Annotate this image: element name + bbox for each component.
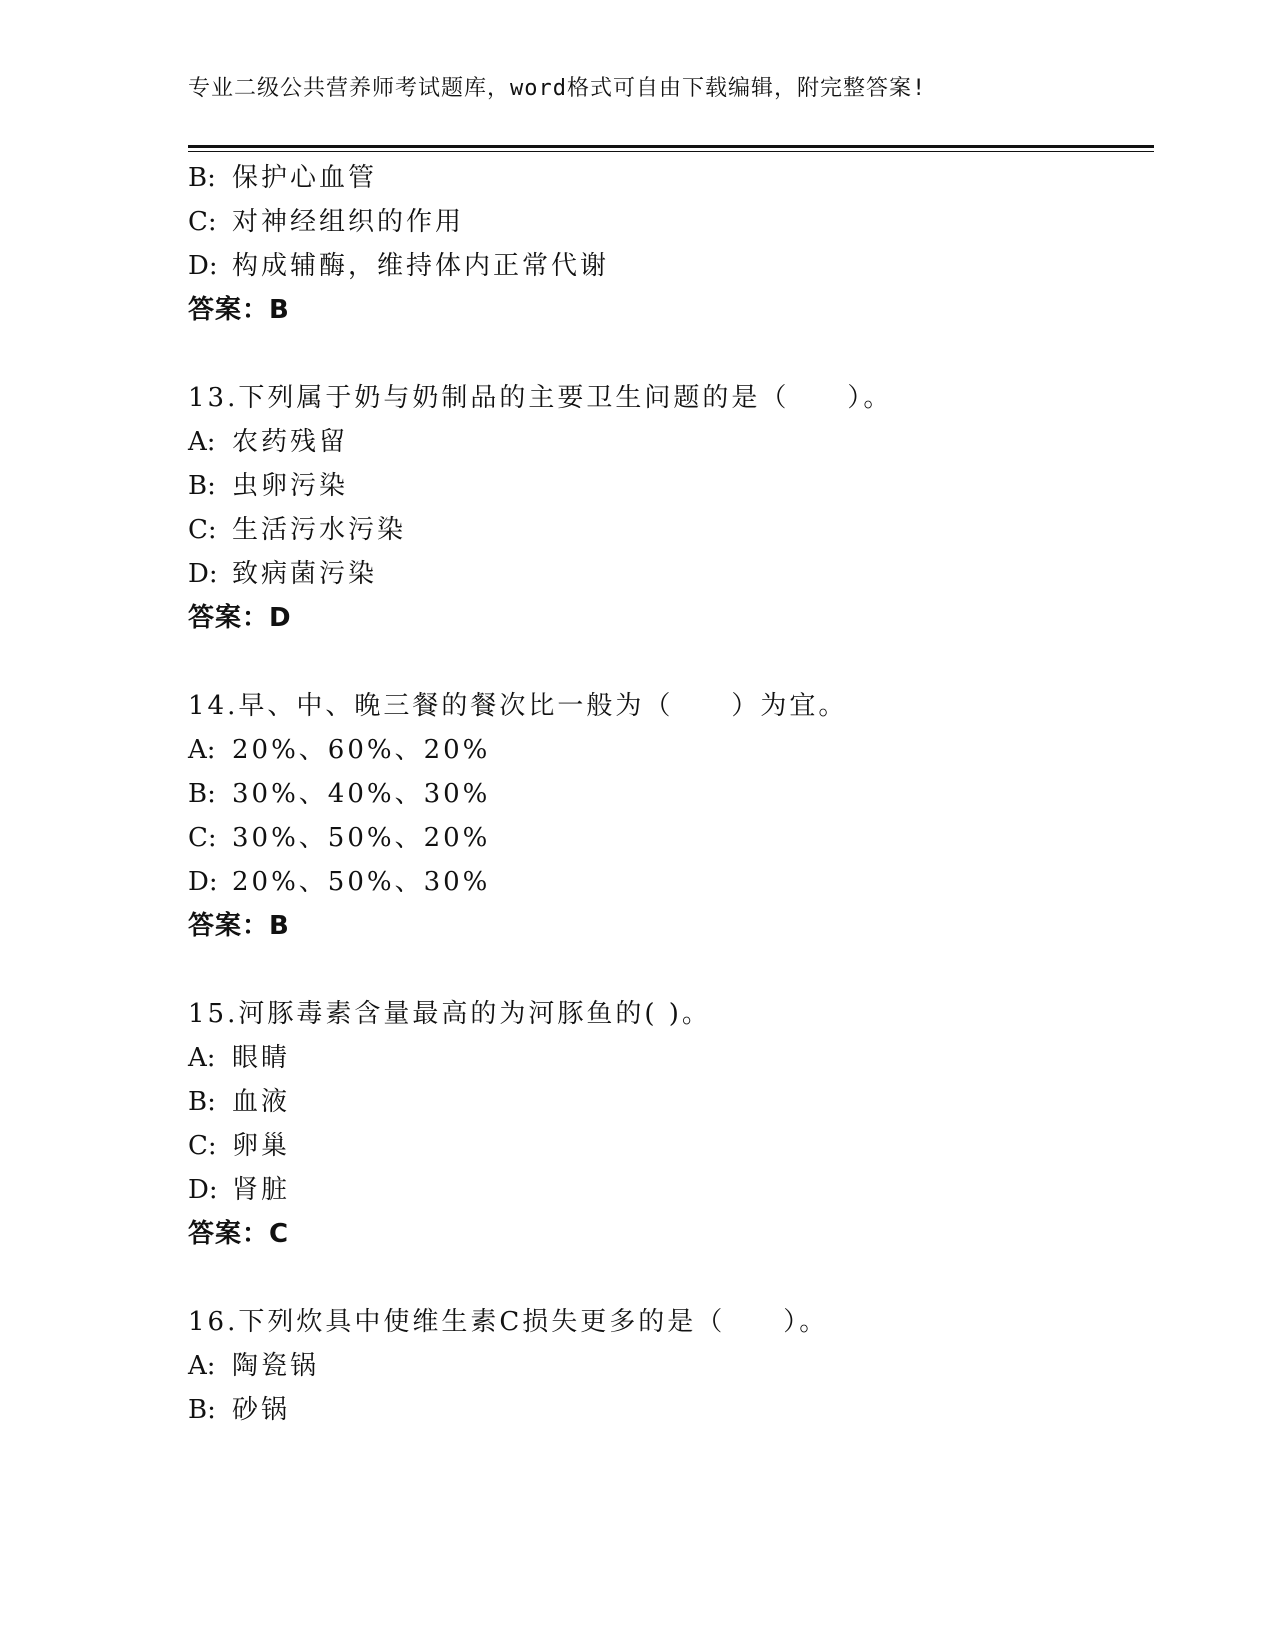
option-letter: B: <box>188 471 216 501</box>
option-line <box>188 1040 290 1076</box>
option-text: 生活污水污染 <box>232 515 407 545</box>
question-stem: 15.河豚毒素含量最高的为河豚鱼的( )。 <box>188 999 711 1029</box>
option-line <box>188 468 348 504</box>
option-line <box>188 556 377 592</box>
page-header-text: 专业二级公共营养师考试题库，word格式可自由下载编辑，附完整答案! <box>188 76 927 101</box>
option-letter: D: <box>188 1175 218 1205</box>
option-text: 30%、50%、20% <box>232 823 491 853</box>
header-rule-thick <box>188 145 1154 148</box>
option-text: 保护心血管 <box>232 163 378 193</box>
option-line <box>188 1172 290 1208</box>
option-line <box>188 424 348 460</box>
answer-line: 答案：B <box>188 911 290 941</box>
option-line <box>188 248 609 284</box>
option-text: 血液 <box>232 1087 291 1117</box>
option-line <box>188 1348 319 1384</box>
option-text: 虫卵污染 <box>232 471 349 501</box>
option-letter: A: <box>188 1351 216 1381</box>
option-line <box>188 820 490 856</box>
option-letter: B: <box>188 1087 216 1117</box>
option-line <box>188 732 490 768</box>
option-letter: C: <box>188 823 217 853</box>
option-letter: D: <box>188 251 218 281</box>
option-letter: C: <box>188 1131 217 1161</box>
header-rule-thin <box>188 151 1154 152</box>
option-text: 30%、40%、30% <box>232 779 491 809</box>
option-letter: D: <box>188 867 218 897</box>
option-letter: C: <box>188 207 217 237</box>
option-line <box>188 1128 290 1164</box>
question-stem: 13.下列属于奶与奶制品的主要卫生问题的是（ ）。 <box>188 383 893 413</box>
option-text: 20%、60%、20% <box>232 735 491 765</box>
option-letter: B: <box>188 163 216 193</box>
option-text: 眼睛 <box>232 1043 291 1073</box>
question-stem: 14.早、中、晚三餐的餐次比一般为（ ）为宜。 <box>188 691 848 721</box>
option-letter: B: <box>188 779 216 809</box>
option-text: 卵巢 <box>232 1131 291 1161</box>
option-text: 肾脏 <box>232 1175 291 1205</box>
question-stem: 16.下列炊具中使维生素C损失更多的是（ ）。 <box>188 1307 829 1337</box>
answer-line: 答案：B <box>188 295 290 325</box>
option-text: 砂锅 <box>232 1395 291 1425</box>
option-text: 构成辅酶，维持体内正常代谢 <box>232 251 610 281</box>
option-text: 农药残留 <box>232 427 349 457</box>
option-letter: A: <box>188 1043 216 1073</box>
option-letter: C: <box>188 515 217 545</box>
option-line <box>188 1084 290 1120</box>
option-line <box>188 204 464 240</box>
option-text: 20%、50%、30% <box>232 867 491 897</box>
option-text: 对神经组织的作用 <box>232 207 465 237</box>
answer-line: 答案：C <box>188 1219 290 1249</box>
option-line <box>188 1392 290 1428</box>
option-line <box>188 776 490 812</box>
option-line <box>188 160 377 196</box>
option-letter: A: <box>188 427 216 457</box>
answer-line: 答案：D <box>188 603 292 633</box>
option-line <box>188 864 490 900</box>
option-letter: B: <box>188 1395 216 1425</box>
option-text: 陶瓷锅 <box>232 1351 320 1381</box>
option-line <box>188 512 406 548</box>
option-letter: A: <box>188 735 216 765</box>
option-letter: D: <box>188 559 218 589</box>
option-text: 致病菌污染 <box>232 559 378 589</box>
